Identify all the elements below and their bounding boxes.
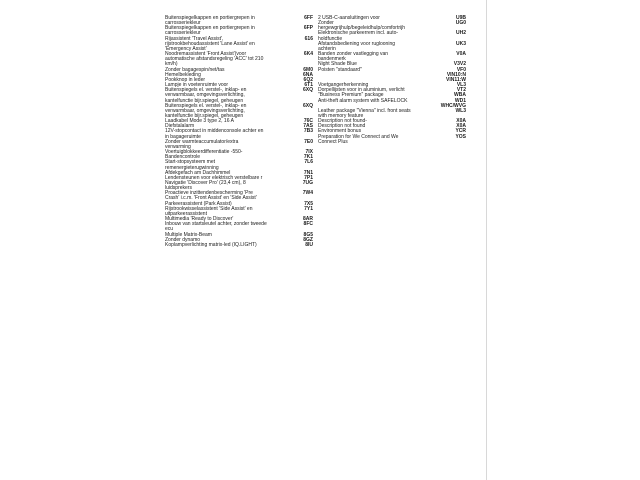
option-description: Voetgangerherkenning bbox=[318, 82, 369, 89]
option-code: 6M0 bbox=[303, 66, 313, 73]
option-description: Hemelbekleding bbox=[165, 71, 201, 78]
option-code: VIN10:N bbox=[446, 71, 466, 78]
option-code: 7L6 bbox=[304, 159, 313, 166]
option-description: Rijstrookwisselassistent 'Side Assist' en uitparkeerassistent bbox=[165, 205, 253, 217]
option-code: 7UG bbox=[302, 180, 313, 186]
option-code: YOS bbox=[455, 133, 466, 140]
option-code: 6XQ bbox=[302, 87, 313, 94]
option-row bbox=[165, 37, 313, 52]
option-description: Bandencontrole bbox=[165, 154, 201, 161]
option-code: 7P1 bbox=[304, 174, 313, 181]
option-code: 7N1 bbox=[303, 169, 313, 176]
option-code: 7AS bbox=[303, 123, 313, 130]
option-code: 6FP bbox=[303, 25, 313, 32]
option-description: 2 USB-C-aansluitingen voor bbox=[318, 15, 380, 21]
option-description: Poisten "standaard" bbox=[318, 66, 362, 73]
option-description: Lendensteunen voor elektrisch verstelbare r bbox=[165, 174, 263, 181]
option-description: Zonder dynamo bbox=[165, 236, 201, 243]
option-code: VIN11:W bbox=[445, 76, 466, 83]
option-code: V3V2 bbox=[453, 61, 466, 68]
option-description: Pookknop in leder bbox=[165, 76, 206, 83]
options-list-left bbox=[165, 16, 313, 248]
option-code: 6Q2 bbox=[303, 76, 313, 83]
option-description: Buitenspiegels el. verstel-, inklap- en verwarmbaar, omgevingsverlichting, kantelfunctie bijr.spiegel, geheugen bbox=[165, 87, 247, 104]
option-code: X0A bbox=[456, 123, 466, 130]
option-description: Voertuigblokkeerdifferentiatie -550- bbox=[165, 149, 243, 156]
option-code: 8IU bbox=[305, 241, 313, 248]
option-code: 7B3 bbox=[303, 128, 313, 135]
option-description: Start-stopsysteem met remenergieterugwinning bbox=[165, 159, 219, 171]
option-description: Description not found- bbox=[318, 118, 367, 125]
option-description: Elektronische parkeerrem incl. auto- holdfunctie bbox=[318, 30, 399, 42]
option-description: Buitenspiegelkappen en portiergrepen in carrosseriekleur bbox=[165, 15, 255, 27]
option-code: 7W4 bbox=[302, 190, 313, 197]
option-description: Buitenspiegels el. verstel-, inklap- en verwarmbaar, omgevingsverlichting, kantelfunctie bijr.spiegel, geheugen bbox=[165, 102, 247, 119]
option-description: Multimedia 'Ready to Discover' bbox=[165, 216, 234, 223]
option-row bbox=[165, 104, 313, 119]
option-code: 7IX bbox=[305, 149, 313, 156]
option-description: Description not found bbox=[318, 123, 366, 130]
option-description: Lampje in voetenruimte voor bbox=[165, 82, 229, 89]
option-description: Preparation for We Connect and We Connect Plus bbox=[318, 133, 399, 145]
option-code: UK3 bbox=[455, 40, 466, 47]
option-description: Afdekgefach am Dachhimmel bbox=[165, 169, 231, 176]
option-code: 7K1 bbox=[303, 154, 313, 161]
option-code: 6K4 bbox=[303, 51, 313, 58]
option-description: Dorpellijsten voor in aluminium, verlicht bbox=[318, 87, 405, 94]
option-description: Parkeerassistent (Park Assist) bbox=[165, 200, 232, 207]
option-code: 8GZ bbox=[303, 236, 313, 243]
option-code: X0A bbox=[456, 118, 466, 125]
option-description: Koplampverlichting matrix-led (IQ.LIGHT) bbox=[165, 241, 257, 248]
option-code: VL3 bbox=[456, 82, 466, 89]
option-description: Navigatie 'Discover Pro' (23,4 cm), 8 luidsprekers bbox=[165, 180, 246, 192]
option-code: 6XQ bbox=[302, 102, 313, 109]
option-code: 8AR bbox=[302, 216, 313, 223]
option-description: Buitenspiegelkappen en portiergrepen in carrosseriekleur bbox=[165, 25, 255, 37]
option-code: 7E0 bbox=[304, 138, 313, 145]
option-code: WL3 bbox=[455, 107, 466, 114]
option-description: Leather package "Vienna" incl. front seats with memory feature bbox=[318, 107, 411, 119]
option-code: 8FC bbox=[303, 221, 313, 228]
option-description: Zonder bagagespin/net/tas bbox=[165, 66, 225, 73]
option-description: Zonder warmteaccumulator/extra verwarming bbox=[165, 138, 239, 150]
option-row bbox=[165, 243, 313, 248]
option-code: VT2 bbox=[456, 87, 466, 94]
option-description: Night Shade Blue bbox=[318, 61, 357, 68]
option-code: WHC/WVG bbox=[440, 102, 466, 109]
option-code: VF0 bbox=[456, 66, 466, 73]
option-code: 6NA bbox=[302, 71, 313, 78]
option-description: Multiple Matrix-Beam bbox=[165, 231, 212, 238]
option-code: YCR bbox=[455, 128, 466, 135]
option-description: "Business Premium" package bbox=[318, 92, 384, 99]
option-description: Rijassistent 'Travel Assist', rijstrookbehoudassistent 'Lane Assist' en 'Emergency Assist' bbox=[165, 35, 255, 52]
option-code: 6T1 bbox=[304, 82, 313, 89]
option-description: Banden zonder vastlegging van bandenmerk bbox=[318, 51, 389, 63]
option-description: Inbouw van startsleutel achter, zonder tweede ecu bbox=[165, 221, 267, 233]
option-description: Anti-theft alarm system with SAFELOCK bbox=[318, 97, 408, 104]
option-code: 6FF bbox=[304, 15, 313, 21]
option-code: 7Y1 bbox=[304, 205, 313, 212]
option-row bbox=[318, 135, 466, 145]
option-description: Zonder hergewgrijhulp/begeleidhulp/comfortrijh bbox=[318, 20, 405, 32]
option-code: 616 bbox=[304, 35, 313, 42]
option-description: Environment bonus bbox=[318, 128, 362, 135]
options-list-right bbox=[318, 16, 466, 145]
option-description: Afstandsbediening voor ruglooning achterin bbox=[318, 40, 395, 52]
option-description: Proactieve inzittendenbescherming 'Pre Crash' i.c.m. 'Front Assist' en 'Side Assist' bbox=[165, 190, 257, 202]
option-code: V0A bbox=[456, 51, 466, 58]
option-code: UG0 bbox=[455, 20, 466, 27]
option-description: Noodremassistent 'Front Assist'(voor automatische afstandsregeling 'ACC' tot 210 km/h) bbox=[165, 51, 264, 68]
option-code: 76C bbox=[303, 118, 313, 125]
option-description: Diefstalalarm bbox=[165, 123, 195, 130]
option-description: Laadkabel Mode 3 type 2, 16 A bbox=[165, 118, 234, 125]
option-code: UH2 bbox=[455, 30, 466, 37]
option-description: 12V-stopcontact in middenconsole achter en in bagageruimte bbox=[165, 128, 264, 140]
option-code: U9B bbox=[455, 15, 466, 21]
option-code: WBA bbox=[454, 92, 466, 99]
page-edge-divider bbox=[486, 0, 487, 480]
option-code: WD1 bbox=[454, 97, 466, 104]
option-row bbox=[165, 88, 313, 103]
option-code: 7X5 bbox=[304, 200, 313, 207]
option-code: 8G5 bbox=[303, 231, 313, 238]
option-row bbox=[165, 52, 313, 67]
